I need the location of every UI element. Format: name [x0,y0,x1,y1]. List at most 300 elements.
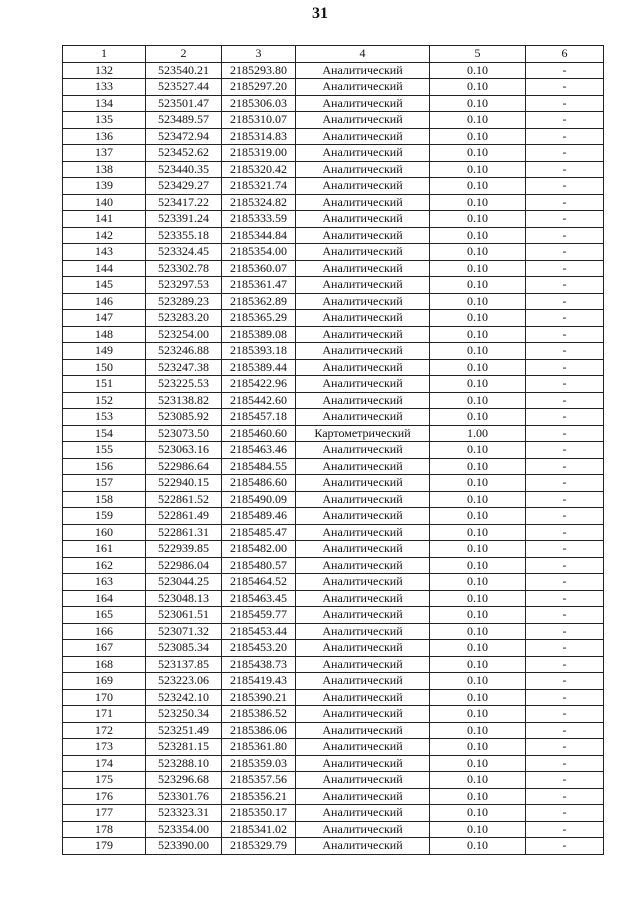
table-cell: 160 [63,524,146,541]
table-cell: 523044.25 [146,574,222,591]
column-header: 6 [526,46,604,63]
table-cell: 0.10 [430,277,526,294]
table-cell: 0.10 [430,623,526,640]
table-cell: - [526,574,604,591]
table-cell: 164 [63,590,146,607]
table-cell: 2185344.84 [222,227,296,244]
table-cell: Аналитический [296,821,430,838]
table-row [63,145,604,162]
table-row [63,376,604,393]
table-cell: 523417.22 [146,194,222,211]
table-cell: 139 [63,178,146,195]
table-cell: Аналитический [296,376,430,393]
table-cell: 0.10 [430,128,526,145]
table-cell: 0.10 [430,673,526,690]
table-cell: 523223.06 [146,673,222,690]
table-row [63,805,604,822]
table-cell: 523063.16 [146,442,222,459]
table-cell: 0.10 [430,689,526,706]
table-cell: 0.10 [430,722,526,739]
table-cell: - [526,145,604,162]
table-cell: 0.10 [430,590,526,607]
table-cell: 140 [63,194,146,211]
table-cell: 2185324.82 [222,194,296,211]
table-cell: Аналитический [296,458,430,475]
table-cell: Аналитический [296,607,430,624]
table-cell: 176 [63,788,146,805]
table-cell: 174 [63,755,146,772]
table-cell: - [526,772,604,789]
table-cell: - [526,689,604,706]
table-row [63,277,604,294]
table-row [63,178,604,195]
table-cell: - [526,541,604,558]
table-row [63,293,604,310]
table-cell: 0.10 [430,640,526,657]
table-cell: 0.10 [430,343,526,360]
table-cell: 2185485.47 [222,524,296,541]
table-cell: 2185442.60 [222,392,296,409]
table-cell: 146 [63,293,146,310]
table-cell: Аналитический [296,293,430,310]
table-cell: Аналитический [296,260,430,277]
table-row [63,227,604,244]
table-cell: - [526,755,604,772]
table-cell: 523225.53 [146,376,222,393]
table-cell: - [526,475,604,492]
table-row [63,640,604,657]
table-cell: 0.10 [430,194,526,211]
table-cell: 0.10 [430,293,526,310]
table-cell: 2185422.96 [222,376,296,393]
table-cell: Аналитический [296,392,430,409]
table-cell: 523242.10 [146,689,222,706]
table-cell: - [526,623,604,640]
table-cell: 2185457.18 [222,409,296,426]
table-cell: 0.10 [430,359,526,376]
table-cell: 175 [63,772,146,789]
table-cell: 2185357.56 [222,772,296,789]
table-cell: 523527.44 [146,79,222,96]
table-cell: 0.10 [430,607,526,624]
table-cell: 0.10 [430,442,526,459]
table-cell: - [526,590,604,607]
table-cell: 133 [63,79,146,96]
table-cell: 159 [63,508,146,525]
table-cell: 523061.51 [146,607,222,624]
table-row [63,541,604,558]
table-cell: 145 [63,277,146,294]
table-cell: Аналитический [296,508,430,525]
table-cell: - [526,607,604,624]
table-cell: Аналитический [296,541,430,558]
table-cell: Аналитический [296,805,430,822]
table-cell: 136 [63,128,146,145]
table-cell: Аналитический [296,112,430,129]
table-cell: - [526,260,604,277]
table-cell: - [526,392,604,409]
table-cell: 0.10 [430,772,526,789]
table-cell: - [526,557,604,574]
table-cell: 165 [63,607,146,624]
table-cell: 135 [63,112,146,129]
table-row [63,79,604,96]
table-row [63,194,604,211]
table-cell: 523137.85 [146,656,222,673]
table-cell: 523073.50 [146,425,222,442]
table-cell: Аналитический [296,326,430,343]
table-cell: Аналитический [296,145,430,162]
table-cell: Аналитический [296,310,430,327]
table-row [63,343,604,360]
table-cell: - [526,524,604,541]
table-cell: 2185389.08 [222,326,296,343]
table-cell: 2185463.46 [222,442,296,459]
table-cell: 155 [63,442,146,459]
table-cell: - [526,244,604,261]
table-row [63,491,604,508]
table-cell: Картометрический [296,425,430,442]
table-cell: 2185453.20 [222,640,296,657]
table-cell: 0.10 [430,161,526,178]
table-cell: 2185333.59 [222,211,296,228]
table-row [63,326,604,343]
table-cell: - [526,376,604,393]
table-cell: 0.10 [430,458,526,475]
table-cell: Аналитический [296,211,430,228]
table-cell: 523440.35 [146,161,222,178]
table-row [63,821,604,838]
table-cell: Аналитический [296,590,430,607]
table-cell: 2185484.55 [222,458,296,475]
table-cell: 2185390.21 [222,689,296,706]
table-cell: Аналитический [296,359,430,376]
table-cell: Аналитический [296,689,430,706]
table-cell: 132 [63,62,146,79]
table-cell: Аналитический [296,178,430,195]
table-cell: 2185386.52 [222,706,296,723]
table-cell: 523281.15 [146,739,222,756]
table-cell: 147 [63,310,146,327]
table-cell: 2185341.02 [222,821,296,838]
table-cell: 0.10 [430,260,526,277]
table-cell: 177 [63,805,146,822]
table-cell: - [526,805,604,822]
table-cell: Аналитический [296,277,430,294]
table-cell: 2185460.60 [222,425,296,442]
table-cell: 141 [63,211,146,228]
table-cell: 0.10 [430,805,526,822]
table-cell: 0.10 [430,491,526,508]
table-cell: 0.10 [430,739,526,756]
table-cell: 523452.62 [146,145,222,162]
table-cell: Аналитический [296,227,430,244]
table-cell: 2185480.57 [222,557,296,574]
table-cell: - [526,62,604,79]
table-row [63,590,604,607]
table-cell: 2185464.52 [222,574,296,591]
table-cell: 2185361.80 [222,739,296,756]
table-cell: 142 [63,227,146,244]
table-cell: - [526,821,604,838]
table-cell: 2185362.89 [222,293,296,310]
table-cell: 1.00 [430,425,526,442]
table-cell: 523289.23 [146,293,222,310]
table-cell: 0.10 [430,62,526,79]
table-cell: - [526,739,604,756]
table-cell: - [526,128,604,145]
table-cell: 153 [63,409,146,426]
table-row [63,689,604,706]
table-cell: 523138.82 [146,392,222,409]
table-cell: 523540.21 [146,62,222,79]
table-cell: - [526,359,604,376]
table-cell: 523355.18 [146,227,222,244]
table-cell: Аналитический [296,772,430,789]
table-cell: 522939.85 [146,541,222,558]
table-cell: 523472.94 [146,128,222,145]
table-cell: 0.10 [430,475,526,492]
table-cell: Аналитический [296,524,430,541]
table-row [63,656,604,673]
table-cell: 0.10 [430,376,526,393]
table-cell: 138 [63,161,146,178]
table-cell: 523288.10 [146,755,222,772]
table-cell: - [526,442,604,459]
table-row [63,739,604,756]
table-cell: 0.10 [430,838,526,855]
table-cell: 0.10 [430,227,526,244]
table-row [63,244,604,261]
table-row [63,772,604,789]
table-row [63,62,604,79]
table-cell: 2185389.44 [222,359,296,376]
table-cell: 2185319.00 [222,145,296,162]
table-cell: 137 [63,145,146,162]
table-cell: 168 [63,656,146,673]
table-cell: Аналитический [296,161,430,178]
table-cell: Аналитический [296,673,430,690]
table-cell: 0.10 [430,211,526,228]
table-cell: 173 [63,739,146,756]
table-cell: - [526,95,604,112]
table-row [63,211,604,228]
table-cell: Аналитический [296,491,430,508]
table-cell: 523354.00 [146,821,222,838]
table-cell: 522861.52 [146,491,222,508]
table-cell: 523323.31 [146,805,222,822]
table-cell: 2185361.47 [222,277,296,294]
table-cell: 2185393.18 [222,343,296,360]
table-cell: Аналитический [296,62,430,79]
table-cell: - [526,640,604,657]
table-cell: 0.10 [430,557,526,574]
table-row [63,673,604,690]
table-cell: 0.10 [430,574,526,591]
table-cell: 2185365.29 [222,310,296,327]
table-cell: 2185486.60 [222,475,296,492]
table-cell: - [526,656,604,673]
table-row [63,425,604,442]
table-cell: 161 [63,541,146,558]
table-cell: - [526,409,604,426]
table-cell: 2185356.21 [222,788,296,805]
table-cell: 523085.92 [146,409,222,426]
table-cell: 157 [63,475,146,492]
table-cell: Аналитический [296,739,430,756]
column-header: 5 [430,46,526,63]
table-cell: 523296.68 [146,772,222,789]
table-cell: 0.10 [430,706,526,723]
table-cell: Аналитический [296,194,430,211]
table-cell: 2185293.80 [222,62,296,79]
table-cell: Аналитический [296,623,430,640]
column-header: 1 [63,46,146,63]
table-row [63,557,604,574]
table-cell: 2185490.09 [222,491,296,508]
column-header: 2 [146,46,222,63]
table-cell: 0.10 [430,508,526,525]
table-row [63,623,604,640]
table-cell: 179 [63,838,146,855]
table-cell: 2185354.00 [222,244,296,261]
table-cell: 2185329.79 [222,838,296,855]
table-cell: 144 [63,260,146,277]
table-cell: - [526,310,604,327]
table-row [63,442,604,459]
table-cell: 523302.78 [146,260,222,277]
table-cell: 523247.38 [146,359,222,376]
table-cell: 522986.64 [146,458,222,475]
table-cell: - [526,838,604,855]
table-cell: 523301.76 [146,788,222,805]
table-row [63,128,604,145]
table-cell: 523489.57 [146,112,222,129]
table-cell: 523501.47 [146,95,222,112]
table-cell: 2185360.07 [222,260,296,277]
table-cell: 0.10 [430,409,526,426]
table-cell: Аналитический [296,574,430,591]
table-cell: 178 [63,821,146,838]
table-row [63,607,604,624]
table-row [63,458,604,475]
table-cell: 523071.32 [146,623,222,640]
table-cell: 2185297.20 [222,79,296,96]
table-cell: 523391.24 [146,211,222,228]
table-cell: Аналитический [296,706,430,723]
table-cell: 150 [63,359,146,376]
table-row [63,722,604,739]
table-cell: 166 [63,623,146,640]
table-cell: Аналитический [296,640,430,657]
table-row [63,161,604,178]
table-cell: 2185320.42 [222,161,296,178]
table-cell: 0.10 [430,755,526,772]
table-cell: 523250.34 [146,706,222,723]
table-cell: Аналитический [296,755,430,772]
table-row [63,755,604,772]
table-cell: 171 [63,706,146,723]
table-row [63,392,604,409]
table-cell: 2185489.46 [222,508,296,525]
table-cell: 522940.15 [146,475,222,492]
table-cell: 0.10 [430,326,526,343]
table-cell: Аналитический [296,128,430,145]
table-cell: 522861.49 [146,508,222,525]
table-cell: 0.10 [430,178,526,195]
table-row [63,706,604,723]
table-cell: 0.10 [430,392,526,409]
table-cell: Аналитический [296,79,430,96]
table-body [63,62,604,854]
table-row [63,112,604,129]
table-cell: 2185359.03 [222,755,296,772]
table-cell: 0.10 [430,95,526,112]
table-cell: Аналитический [296,95,430,112]
table-cell: - [526,788,604,805]
column-header: 4 [296,46,430,63]
table-cell: Аналитический [296,838,430,855]
table-cell: 2185482.00 [222,541,296,558]
table-cell: - [526,425,604,442]
table-cell: 2185386.06 [222,722,296,739]
table-cell: 523283.20 [146,310,222,327]
table-cell: 0.10 [430,310,526,327]
table-cell: 522861.31 [146,524,222,541]
table-cell: Аналитический [296,788,430,805]
table-cell: Аналитический [296,343,430,360]
table-cell: 0.10 [430,112,526,129]
coordinates-table [62,45,604,855]
table-cell: 523048.13 [146,590,222,607]
table-cell: 172 [63,722,146,739]
table-cell: - [526,277,604,294]
table-cell: Аналитический [296,722,430,739]
table-cell: 134 [63,95,146,112]
table-cell: 152 [63,392,146,409]
table-cell: - [526,178,604,195]
table-cell: 523297.53 [146,277,222,294]
table-cell: - [526,458,604,475]
table-cell: 2185419.43 [222,673,296,690]
table-cell: 0.10 [430,821,526,838]
table-cell: 167 [63,640,146,657]
table-cell: 0.10 [430,79,526,96]
table-cell: 523246.88 [146,343,222,360]
table-cell: 2185310.07 [222,112,296,129]
table-cell: 0.10 [430,244,526,261]
table-cell: - [526,706,604,723]
table-cell: 522986.04 [146,557,222,574]
table-cell: 0.10 [430,524,526,541]
table-cell: - [526,194,604,211]
table-cell: 2185463.45 [222,590,296,607]
table-row [63,260,604,277]
table-cell: - [526,227,604,244]
table-cell: 156 [63,458,146,475]
table-row [63,574,604,591]
table-cell: 523254.00 [146,326,222,343]
table-cell: 163 [63,574,146,591]
table-cell: 2185321.74 [222,178,296,195]
table-cell: 154 [63,425,146,442]
table-cell: 2185438.73 [222,656,296,673]
table-cell: Аналитический [296,656,430,673]
table-cell: 148 [63,326,146,343]
table-cell: 0.10 [430,656,526,673]
page-number: 31 [312,5,328,22]
table-cell: 0.10 [430,788,526,805]
